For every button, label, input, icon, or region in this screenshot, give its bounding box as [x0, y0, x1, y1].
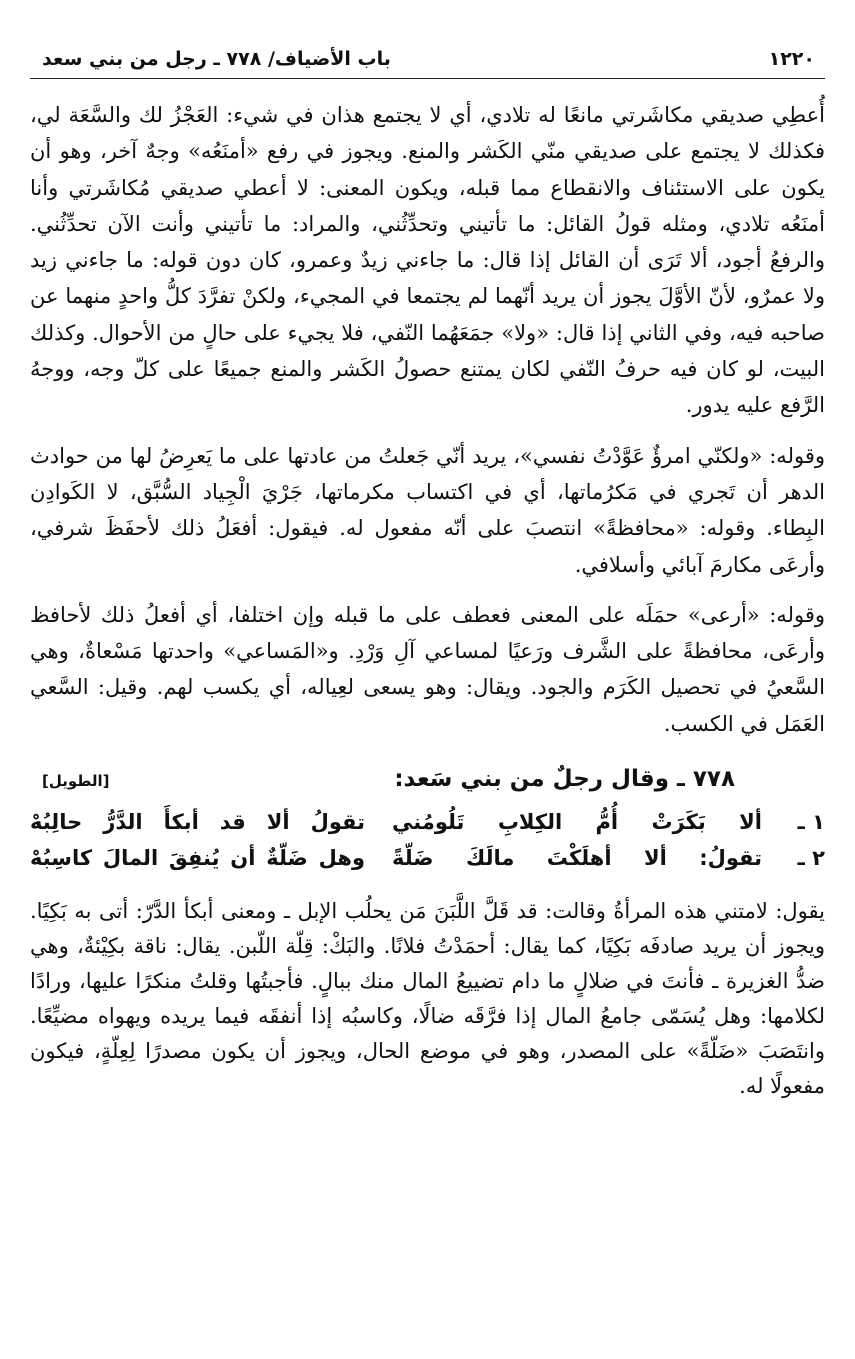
verse-second-hemistich: تقولُ ألا قد أبكأَ الدَّرُّ حالِبُهْ [30, 810, 365, 835]
verse-first-hemistich: تقولُ: ألا أهلَكْتَ مالَكَ ضَلّةً [392, 846, 762, 871]
poem-commentary [30, 894, 825, 1104]
verse-first-hemistich: ألا بَكَرَتْ أُمُّ الكِلابِ تَلُومُني [392, 810, 762, 835]
main-text [30, 97, 825, 742]
paragraph: وقوله: «أرعى» حمَلَه على المعنى فعطف على ما قبله وإن اختلفا، أي أفعلُ ذلك لأحافظ وأرعَى، محافظةً على الشَّرف ورَعيًا لمساعي آلِ وَرْدِ. و«المَساعي» واحدتها مَسْعاةٌ، وهي السَّعيُ في تحصيل الكَرَم والجود. ويقال: وهو يسعى لعِياله، أي يكسب لهم. وقيل: السَّعي العَمَل في الكسب. [30, 602, 825, 736]
poem-meter-label: [الطويل] [42, 772, 110, 791]
paragraph: أُعطِي صديقي مكاشَرتي مانعًا له تلادي، أي لا يجتمع هذان في شيء: العَجْزُ لك والسَّعَة لي، فكذلك لا يجتمع على صديقي منّي الكَشر والمنع. ويجوز في رفع «أمنَعُه» وجهٌ آخر، وهو أن يكون على الاستئناف والانقطاع مما قبله، ويكون المعنى: لا أعطي صديقي مُكاشَرتي وأنا أمنَعُه تلادي، ومثله قولُ القائل: ما تأتيني وتحدِّثُني، والمراد: ما تأتيني وأنت الآن تحدِّثُني. والرفعُ أجود، ألا تَرَى أن القائل إذا قال: ما جاءني زيدٌ وعمرو، كان دون قوله: ما جاءني زيد ولا عمرٌو، لأنّ الأوَّلَ يجوز أن يريد أنّهما لم يجتمعا في المجيء، ولكنْ تفرَّدَ كلُّ واحدٍ منهما عن صاحبه فيه، وفي الثاني إذا قال: «ولا» جمَعَهُما النّفي، فلا يجيء على حالٍ من الأحوال. وكذلك البيت، لو كان فيه حرفُ النّفي لكان يمتنع حصولُ الكَشر والمنع جميعًا على كلّ وجه، ووجهُ الرَّفع عليه يدور. [30, 103, 825, 418]
running-head [30, 48, 825, 79]
poem-verses [30, 804, 825, 876]
page-content [30, 48, 825, 1104]
page-number: ١٢٢٠ [768, 48, 815, 70]
chapter-section-title: باب الأضياف/ ٧٧٨ ـ رجل من بني سعد [42, 48, 391, 70]
verse-second-hemistich: وهل ضَلّةٌ أن يُنفِقَ المالَ كاسِبُهْ [30, 846, 365, 871]
poem-heading [30, 766, 825, 792]
verse-line [30, 804, 825, 840]
verse-number: ٢ ـ [797, 846, 825, 871]
paragraph: وقوله: «ولكنّي امرؤٌ عَوَّدْتُ نفسي»، يريد أنّي جَعلتُ من عادتها على ما يَعرِضُ لها من حوادث الدهر أن تَجري في مَكرُماتها، أي في اكتساب مكرماتها، جَرْيَ الْجِياد السُّبَّق، لا الكَوادِن البِطاء. وقوله: «محافظةً» انتصبَ على أنّه مفعول له. فيقول: أفعَلُ ذلك لأحفَظَ شرفي، وأرعَى مكارمَ آبائي وأسلافي. [30, 443, 825, 577]
poem-title: ٧٧٨ ـ وقال رجلٌ من بني سَعد: [394, 766, 735, 793]
commentary-paragraph: يقول: لامتني هذه المرأةُ وقالت: قد قَلَّ اللَّبَنَ مَن يحلُب الإبل ـ ومعنى أبكأ الدَّرّ: أتى به بَكِيًا. ويجوز أن يريد صادفَه بَكِيًا، كما يقال: أحمَدْتُ فلانًا. والبَكْ: قِلّة اللّبن. يقال: ناقة بكِيْئةٌ، وهي ضدُّ الغزيرة ـ فأنتَ في ضلالٍ ما دام تضييعُ المال منك ببالٍ. فأجبتُها وقلتُ منكرًا عليها، ورادًا لكلامها: وهل يُسَمّى جامعُ المال إذا فرَّقَه ضالًا، وكاسبُه إذا أنفقَه فيما يريده ويهواه مضيِّعًا. وانتَصَبَ «ضَلّةً» على المصدر، وهو في موضع الحال، ويجوز أن يكون مصدرًا لِعِلّةٍ، فيكون مفعولًا له. [30, 899, 826, 1099]
verse-line [30, 840, 825, 876]
verse-number: ١ ـ [797, 810, 825, 835]
